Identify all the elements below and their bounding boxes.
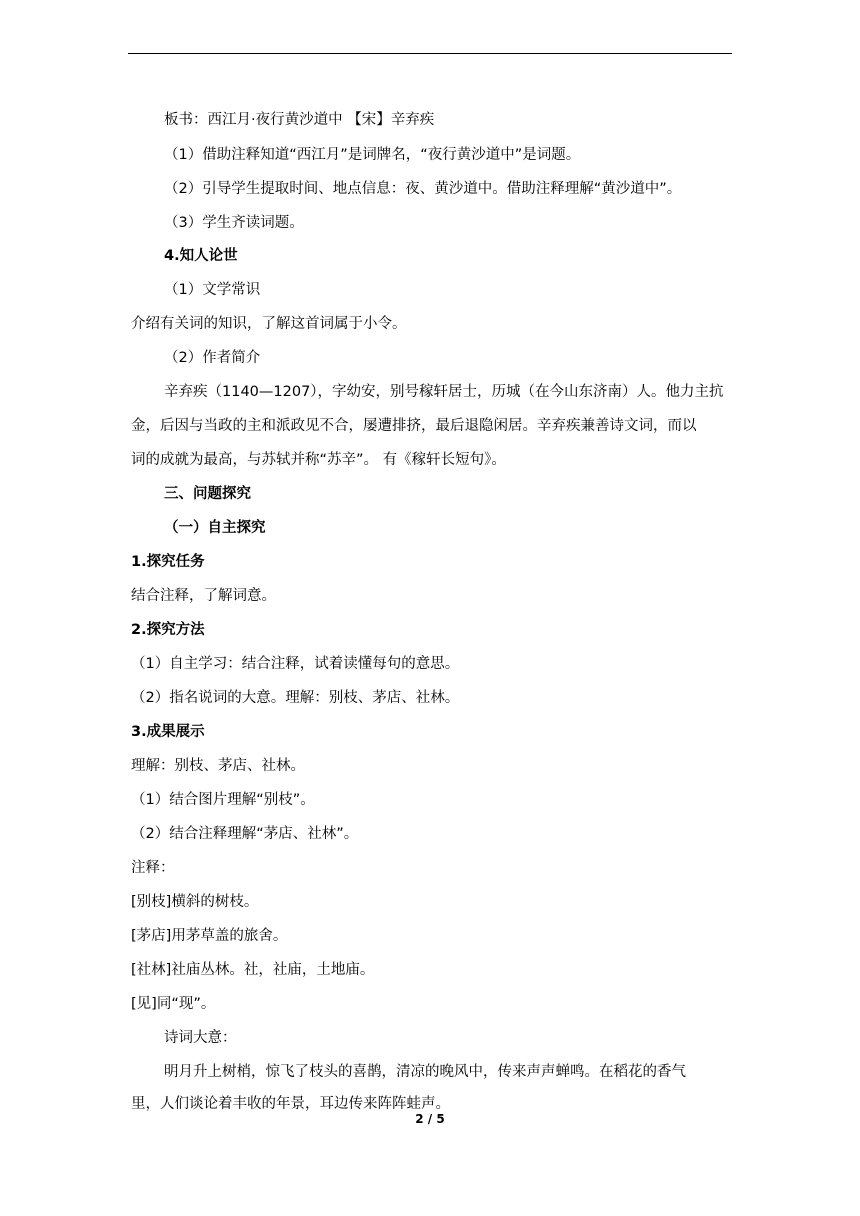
text-line: 明月升上树梢，惊飞了枝头的喜鹊，清凉的晚风中，传来声声蝉鸣。在稻花的香气 <box>164 1064 686 1080</box>
section-heading: （一）自主探究 <box>164 520 266 536</box>
text-line: （1）结合图片理解“别枝”。 <box>131 792 315 808</box>
text-line: 辛弃疾（1140—1207），字幼安，别号稼轩居士，历城（在今山东济南）人。他力主抗 <box>164 384 724 400</box>
text-line: [社林]社庙丛林。社，社庙，土地庙。 <box>131 962 375 978</box>
text-line: （2）指名说词的大意。理解：别枝、茅店、社林。 <box>131 690 460 706</box>
text-line: （2）引导学生提取时间、地点信息：夜、黄沙道中。借助注释理解“黄沙道中”。 <box>164 181 682 197</box>
text-line: 理解：别枝、茅店、社林。 <box>131 758 305 774</box>
section-heading: 4.知人论世 <box>164 248 238 264</box>
text-line: 词的成就为最高，与苏轼并称“苏辛”。 有《稼轩长短句》。 <box>131 452 506 468</box>
text-line: （2）结合注释理解“茅店、社林”。 <box>131 826 359 842</box>
section-heading: 3.成果展示 <box>131 724 205 740</box>
text-line: 板书：西江月·夜行黄沙道中 【宋】辛弃疾 <box>164 112 435 128</box>
section-heading: 2.探究方法 <box>131 622 205 638</box>
text-line: 介绍有关词的知识，了解这首词属于小令。 <box>131 316 407 332</box>
text-line: 里，人们谈论着丰收的年景，耳边传来阵阵蛙声。 <box>131 1096 450 1112</box>
text-line: [见]同“现”。 <box>131 996 216 1012</box>
text-line: [茅店]用茅草盖的旅舍。 <box>131 928 288 944</box>
header-rule <box>128 53 732 54</box>
text-line: [别枝]横斜的树枝。 <box>131 894 259 910</box>
text-line: 注释： <box>131 860 175 876</box>
text-line: （1）借助注释知道“西江月”是词牌名，“夜行黄沙道中”是词题。 <box>164 147 581 163</box>
page-number: 2 / 5 <box>415 1112 445 1126</box>
text-line: （3）学生齐读词题。 <box>164 215 304 231</box>
section-heading: 1.探究任务 <box>131 554 205 570</box>
text-line: （2）作者简介 <box>164 350 261 366</box>
text-line: （1）自主学习：结合注释，试着读懂每句的意思。 <box>131 656 460 672</box>
text-line: （1）文学常识 <box>164 282 261 298</box>
text-line: 诗词大意： <box>164 1030 237 1046</box>
text-line: 金，后因与当政的主和派政见不合，屡遭排挤，最后退隐闲居。辛弃疾兼善诗文词，而以 <box>131 418 697 434</box>
section-heading: 三、问题探究 <box>164 486 251 502</box>
text-line: 结合注释，了解词意。 <box>131 588 276 604</box>
